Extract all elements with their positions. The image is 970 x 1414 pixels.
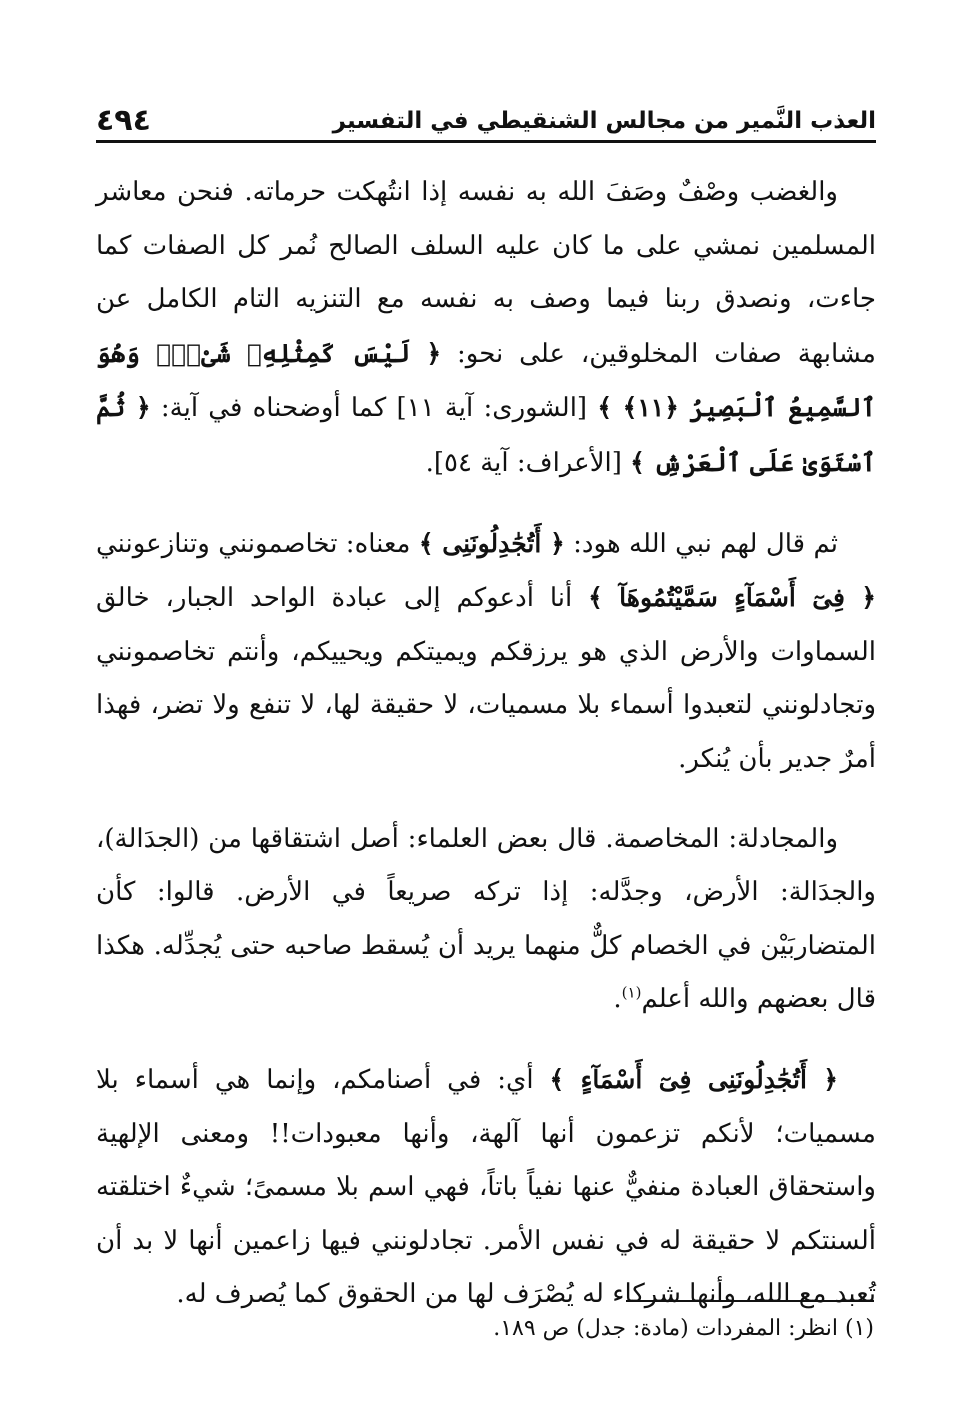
paragraph-1-text-a: والغضب وصْفٌ وصَفَ الله به نفسه إذا انتُهكت حرماته. فنحن معاشر المسلمين نمشي على ما كان عليه السلف الصالح نُمر كل الصفات كما جاءت، ونصدق ربنا فيما وصف به نفسه مع التنزيه التام الكامل عن مشابهة صفات المخلوقين، على نحو: [96,177,876,369]
page-header [96,96,876,143]
quran-verse: ﴿ أَتُجَٰدِلُونَنِى فِىٓ أَسْمَآءٍ ﴾ [549,1064,839,1094]
footnote-reference[interactable]: (١) [621,983,642,1002]
paragraph-1 [96,166,876,491]
quran-verse: ﴿ أَتُجَٰدِلُونَنِى ﴾ [418,528,565,558]
paragraph-3-text-b: . [613,984,622,1015]
paragraph-1-text-b: [الشورى: آية ١١] كما أوضحناه في آية: [150,393,598,424]
page-number: ٤٩٤ [96,103,151,138]
body-text [96,166,876,1348]
paragraph-3-text-a: والمجادلة: المخاصمة. قال بعض العلماء: أصل اشتقاقها من (الجدَالة)، والجدَالة: الأرض، وجدَّله: إذا تركه صريعاً في الأرض. قالوا: كأن المتضاربَيْن في الخصام كلٌّ منهما يريد أن يُسقط صاحبه حتى يُجدِّله. هكذا قال بعضهم والله أعلم [96,823,876,1015]
paragraph-4 [96,1053,876,1322]
paragraph-2-text-a: ثم قال لهم نبي الله هود: [564,528,838,559]
paragraph-4-text-a: أي: في أصنامكم، وإنما هي أسماء بلا مسميات؛ لأنكم تزعمون أنها آلهة، وأنها معبودات!! ومعنى الإلهية واستحقاق العبادة منفيٌّ عنها نفياً باتاً، فهي اسم بلا مسمىً؛ شيءٌ اختلقته ألسنتكم لا حقيقة له في نفس الأمر. تجادلونني فيها زاعمين أنها لا بد أن تُعبد مع الله، وأنها شركاء له يُصْرَف لها من الحقوق كما يُصرف له. [96,1064,876,1310]
running-title: العذب النَّمير من مجالس الشنقيطي في التفسير [332,108,876,134]
footnote-divider [626,1300,874,1302]
paragraph-2 [96,517,876,787]
paragraph-2-text-b: معناه: تخاصمونني وتنازعونني [96,528,419,559]
quran-verse: ﴿ ثُمَّ ٱسْتَوَىٰ عَلَى ٱلْعَرْشِ ﴾ [96,393,876,477]
quran-verse: ﴿ لَيْسَ كَمِثْلِهِۦ شَىْءٌۖ وَهُوَ ٱلسَّمِيعُ ٱلْبَصِيرُ ﴿١١﴾ ﴾ [96,338,876,423]
quran-verse: ﴿ فِىٓ أَسْمَآءٍ سَمَّيْتُمُوهَآ ﴾ [588,583,876,613]
paragraph-3 [96,813,876,1027]
footnote: (١) انظر: المفردات (مادة: جدل) ص ١٨٩. [493,1316,874,1341]
paragraph-2-text-c: أنا أدعوكم إلى عبادة الواحد الجبار، خالق السماوات والأرض الذي هو يرزقكم ويميتكم ويحييكم، وأنتم تخاصمونني وتجادلونني لتعبدوا أسماء بلا مسميات، لا حقيقة لها، لا تنفع ولا تضر، فهذا أمرٌ جدير بأن يُنكر. [96,583,876,774]
paragraph-1-text-c: [الأعراف: آية ٥٤]. [425,447,631,478]
